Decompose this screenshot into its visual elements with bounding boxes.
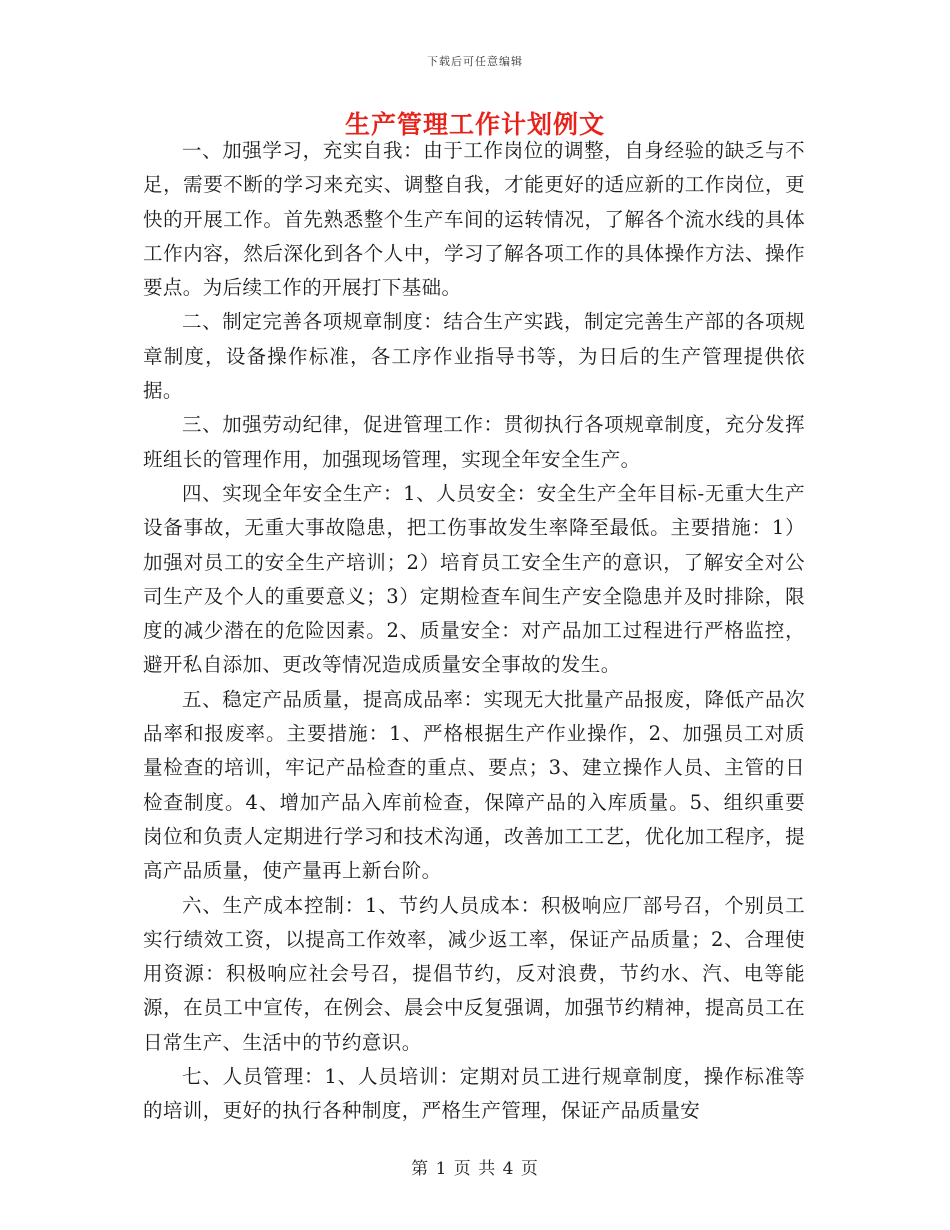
paragraph-2: 二、制定完善各项规章制度：结合生产实践，制定完善生产部的各项规章制度，设备操作标准，各工序作业指导书等，为日后的生产管理提供依据。 bbox=[143, 310, 805, 403]
paragraph-3: 三、加强劳动纪律，促进管理工作：贯彻执行各项规章制度，充分发挥班组长的管理作用，加强现场管理，实现全年安全生产。 bbox=[143, 413, 805, 471]
paragraph-4: 四、实现全年安全生产：1、人员安全：安全生产全年目标-无重大生产设备事故，无重大事故隐患，把工伤事故发生率降至最低。主要措施：1）加强对员工的安全生产培训；2）培育员工安全生产的意识，了解安全对公司生产及个人的重要意义；3）定期检查车间生产安全隐患并及时排除，限度的减少潜在的危险因素。2、质量安全：对产品加工过程进行严格监控，避开私自添加、更改等情况造成质量安全事故的发生。 bbox=[143, 481, 805, 677]
document-title: 生产管理工作计划例文 bbox=[344, 110, 605, 139]
paragraph-5: 五、稳定产品质量，提高成品率：实现无大批量产品报废，降低产品次品率和报废率。主要措施：1、严格根据生产作业操作，2、加强员工对质量检查的培训，牢记产品检查的重点、要点；3、建立操作人员、主管的日检查制度。4、增加产品入库前检查，保障产品的入库质量。5、组织重要岗位和负责人定期进行学习和技术沟通，改善加工工艺，优化加工程序，提高产品质量，使产量再上新台阶。 bbox=[143, 687, 805, 883]
paragraph-7: 七、人员管理：1、人员培训：定期对员工进行规章制度，操作标准等的培训，更好的执行各种制度，严格生产管理，保证产品质量安 bbox=[143, 1065, 805, 1123]
document-body bbox=[143, 134, 805, 1129]
page-header-note: 下载后可任意编辑 bbox=[427, 55, 523, 68]
paragraph-6: 六、生产成本控制：1、节约人员成本：积极响应厂部号召，个别员工实行绩效工资，以提高工作效率，减少返工率，保证产品质量；2、合理使用资源：积极响应社会号召，提倡节约，反对浪费，节约水、汽、电等能源，在员工中宣传，在例会、晨会中反复强调，加强节约精神，提高员工在日常生产、生活中的节约意识。 bbox=[143, 893, 805, 1054]
page-number-footer: 第 1 页 共 4 页 bbox=[411, 1159, 539, 1179]
paragraph-1: 一、加强学习，充实自我：由于工作岗位的调整，自身经验的缺乏与不足，需要不断的学习来充实、调整自我，才能更好的适应新的工作岗位，更快的开展工作。首先熟悉整个生产车间的运转情况，了解各个流水线的具体工作内容，然后深化到各个人中，学习了解各项工作的具体操作方法、操作要点。为后续工作的开展打下基础。 bbox=[143, 139, 805, 300]
